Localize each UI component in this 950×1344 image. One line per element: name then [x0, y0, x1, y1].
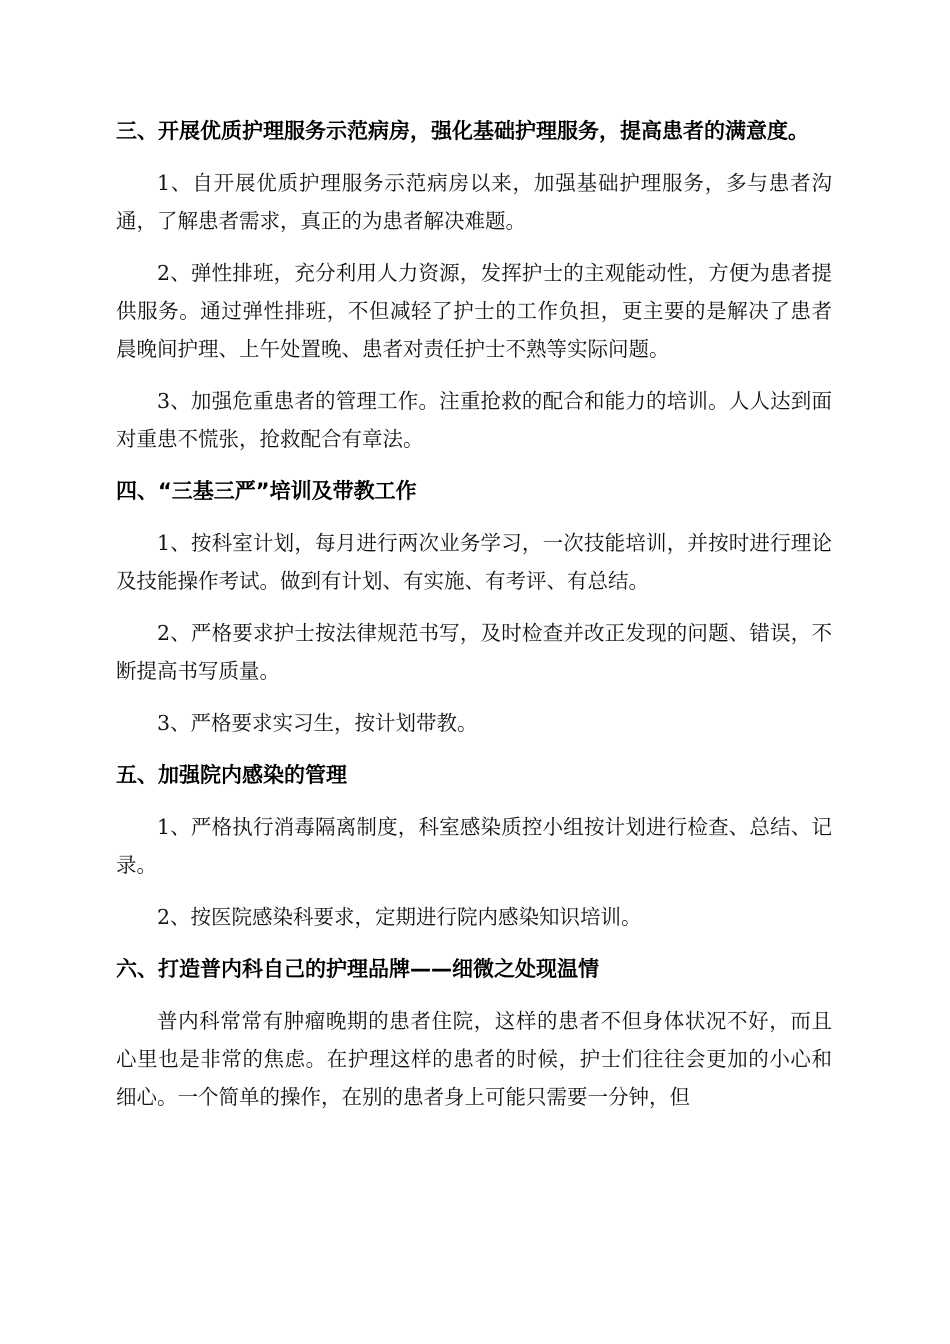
section-3	[116, 112, 832, 458]
paragraph: 3、加强危重患者的管理工作。注重抢救的配合和能力的培训。人人达到面对重患不慌张，抢救配合有章法。	[116, 389, 832, 451]
paragraph: 1、自开展优质护理服务示范病房以来，加强基础护理服务，多与患者沟通，了解患者需求，真正的为患者解决难题。	[116, 171, 832, 233]
paragraph: 2、严格要求护士按法律规范书写，及时检查并改正发现的问题、错误，不断提高书写质量。	[116, 621, 832, 683]
section-heading: 五、加强院内感染的管理	[116, 763, 347, 787]
section-5	[116, 756, 832, 936]
paragraph: 2、按医院感染科要求，定期进行院内感染知识培训。	[157, 905, 642, 929]
paragraph: 2、弹性排班，充分利用人力资源，发挥护士的主观能动性，方便为患者提供服务。通过弹性排班，不但减轻了护士的工作负担，更主要的是解决了患者晨晚间护理、上午处置晚、患者对责任护士不熟等实际问题。	[116, 261, 832, 361]
document-body	[116, 112, 832, 1130]
section-4	[116, 472, 832, 742]
section-heading: 六、打造普内科自己的护理品牌——细微之处现温情	[116, 957, 599, 981]
paragraph: 1、按科室计划，每月进行两次业务学习，一次技能培训，并按时进行理论及技能操作考试。做到有计划、有实施、有考评、有总结。	[116, 531, 832, 593]
section-heading: 四、“三基三严”培训及带教工作	[116, 479, 417, 503]
section-6	[116, 950, 832, 1116]
section-heading: 三、开展优质护理服务示范病房，强化基础护理服务，提高患者的满意度。	[116, 119, 809, 143]
paragraph: 1、严格执行消毒隔离制度，科室感染质控小组按计划进行检查、总结、记录。	[116, 815, 832, 877]
paragraph: 3、严格要求实习生，按计划带教。	[157, 711, 478, 735]
paragraph: 普内科常常有肿瘤晚期的患者住院，这样的患者不但身体状况不好，而且心里也是非常的焦虑。在护理这样的患者的时候，护士们往往会更加的小心和细心。一个简单的操作，在别的患者身上可能只需要一分钟，但	[116, 1009, 832, 1109]
